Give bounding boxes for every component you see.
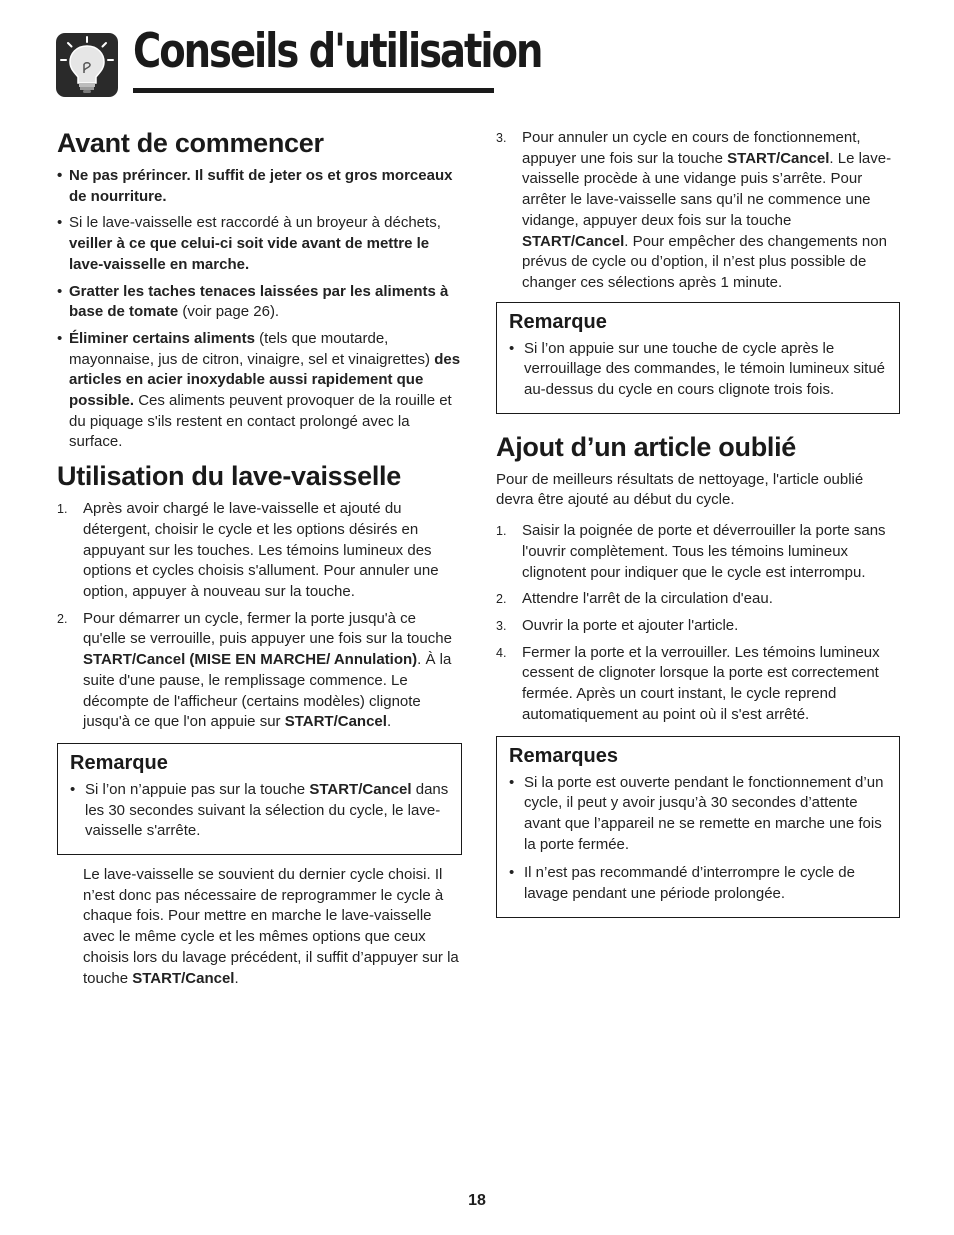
title-rule <box>133 88 494 93</box>
note-box-remarque <box>57 743 462 855</box>
list-item: 4. Fermer la porte et la verrouiller. Les témoins lumineux cessent de clignoter lorsque la porte est correctement fermée. Après un court instant, le cycle reprend automatiquement au point où il s'est arrêté. <box>496 643 880 723</box>
note-title: Remarque <box>70 751 168 774</box>
note-item: • Si l’on appuie sur une touche de cycle après le verrouillage des commandes, le témoin lumineux situé au-dessus du cycle en cours clignote trois fois. <box>509 339 889 401</box>
bullet-gratter: • Gratter les taches tenaces laissées par les aliments à base de tomate (voir page 26). <box>57 282 462 323</box>
note-box-remarques <box>496 736 900 918</box>
bullet-eliminer: • Éliminer certains aliments (tels que moutarde, mayonnaise, jus de citron, vinaigre, sel et vinaigrettes) des articles en acier inoxydable aussi rapidement que possible. Ces aliments peuvent provoquer de la rouille et du piquage s'ils restent en contact prolongé avec la surface. <box>57 329 462 453</box>
right-column <box>496 128 900 928</box>
note-item: • Si l’on n’appuie pas sur la touche START/Cancel dans les 30 secondes suivant la sélection du cycle, le lave-vaisselle s'arrête. <box>70 780 451 842</box>
list-item: 1. Saisir la poignée de porte et déverrouiller la porte sans l'ouvrir complètement. Tous les témoins lumineux clignotent pour indiquer que le cycle est interrompu. <box>496 522 886 581</box>
bullet-broyeur: • Si le lave-vaisselle est raccordé à un broyeur à déchets, veiller à ce que celui-ci soit vide avant de mettre le lave-vaisselle en marche. <box>57 213 462 275</box>
list-item: 2. Pour démarrer un cycle, fermer la porte jusqu'à ce qu'elle se verrouille, puis appuyer une fois sur la touche START/Cancel (MISE EN MARCHE/ Annulation). À la suite d'une pause, le remplissage commence. Le décompte de l'afficheur (certains modèles) clignote jusqu'à ce que l'on appuie sur START/Cancel. <box>57 609 452 731</box>
list-item: 2. Attendre l'arrêt de la circulation d'eau. <box>496 590 773 608</box>
paragraph-intro: Pour de meilleurs résultats de nettoyage, l'article oublié devra être ajouté au début du cycle. <box>496 470 864 509</box>
left-column <box>57 128 462 989</box>
heading-avant-de-commencer: Avant de commencer <box>57 128 324 158</box>
heading-utilisation: Utilisation du lave-vaisselle <box>57 461 401 492</box>
bullet-ne-pas-prerincer: • Ne pas prérincer. Il suffit de jeter os et gros morceaux de nourriture. <box>57 166 462 207</box>
note-title: Remarques <box>509 744 618 767</box>
note-box-remarque <box>496 302 900 414</box>
page-title: Conseils d'utilisation <box>133 24 542 79</box>
paragraph-dernier-cycle: Le lave-vaisselle se souvient du dernier cycle choisi. Il n’est donc pas nécessaire de reprogrammer le cycle à chaque fois. Pour mettre en marche le lave-vaisselle avec le même cycle et les mêmes options que ceux choisis lors du lavage précédent, il suffit d’appuyer sur la touche START/Cancel. <box>83 866 459 987</box>
list-item: 3. Ouvrir la porte et ajouter l'article. <box>496 617 739 634</box>
note-item: • Il n’est pas recommandé d’interrompre le cycle de lavage pendant une période prolongée. <box>509 863 889 904</box>
heading-ajout-article: Ajout d’un article oublié <box>496 431 797 462</box>
note-title: Remarque <box>509 310 607 333</box>
list-item: 3. Pour annuler un cycle en cours de fonctionnement, appuyer une fois sur la touche START/Cancel. Le lave-vaisselle procède à une vidange puis s’arrête. Pour arrêter le lave-vaisselle sans qu’il ne commence une vidange, appuyer deux fois sur la touche START/Cancel. Pour empêcher des changements non prévus de cycle ou d’option, il n’est plus possible de changer ces sélections après 1 minute. <box>496 129 892 291</box>
list-item: 1. Après avoir chargé le lave-vaisselle et ajouté du détergent, choisir le cycle et les options désirés en appuyant sur les touches. Les témoins lumineux des options et cycles choisis s'allument. Pour annuler une option, appuyer à nouveau sur la touche. <box>57 500 439 601</box>
page-number: 18 <box>468 1192 486 1209</box>
lightbulb-icon <box>56 33 118 97</box>
note-item: • Si la porte est ouverte pendant le fonctionnement d’un cycle, il peut y avoir jusqu’à 30 secondes d’attente avant que l’appareil ne se remette en marche une fois la porte fermée. <box>509 773 889 856</box>
